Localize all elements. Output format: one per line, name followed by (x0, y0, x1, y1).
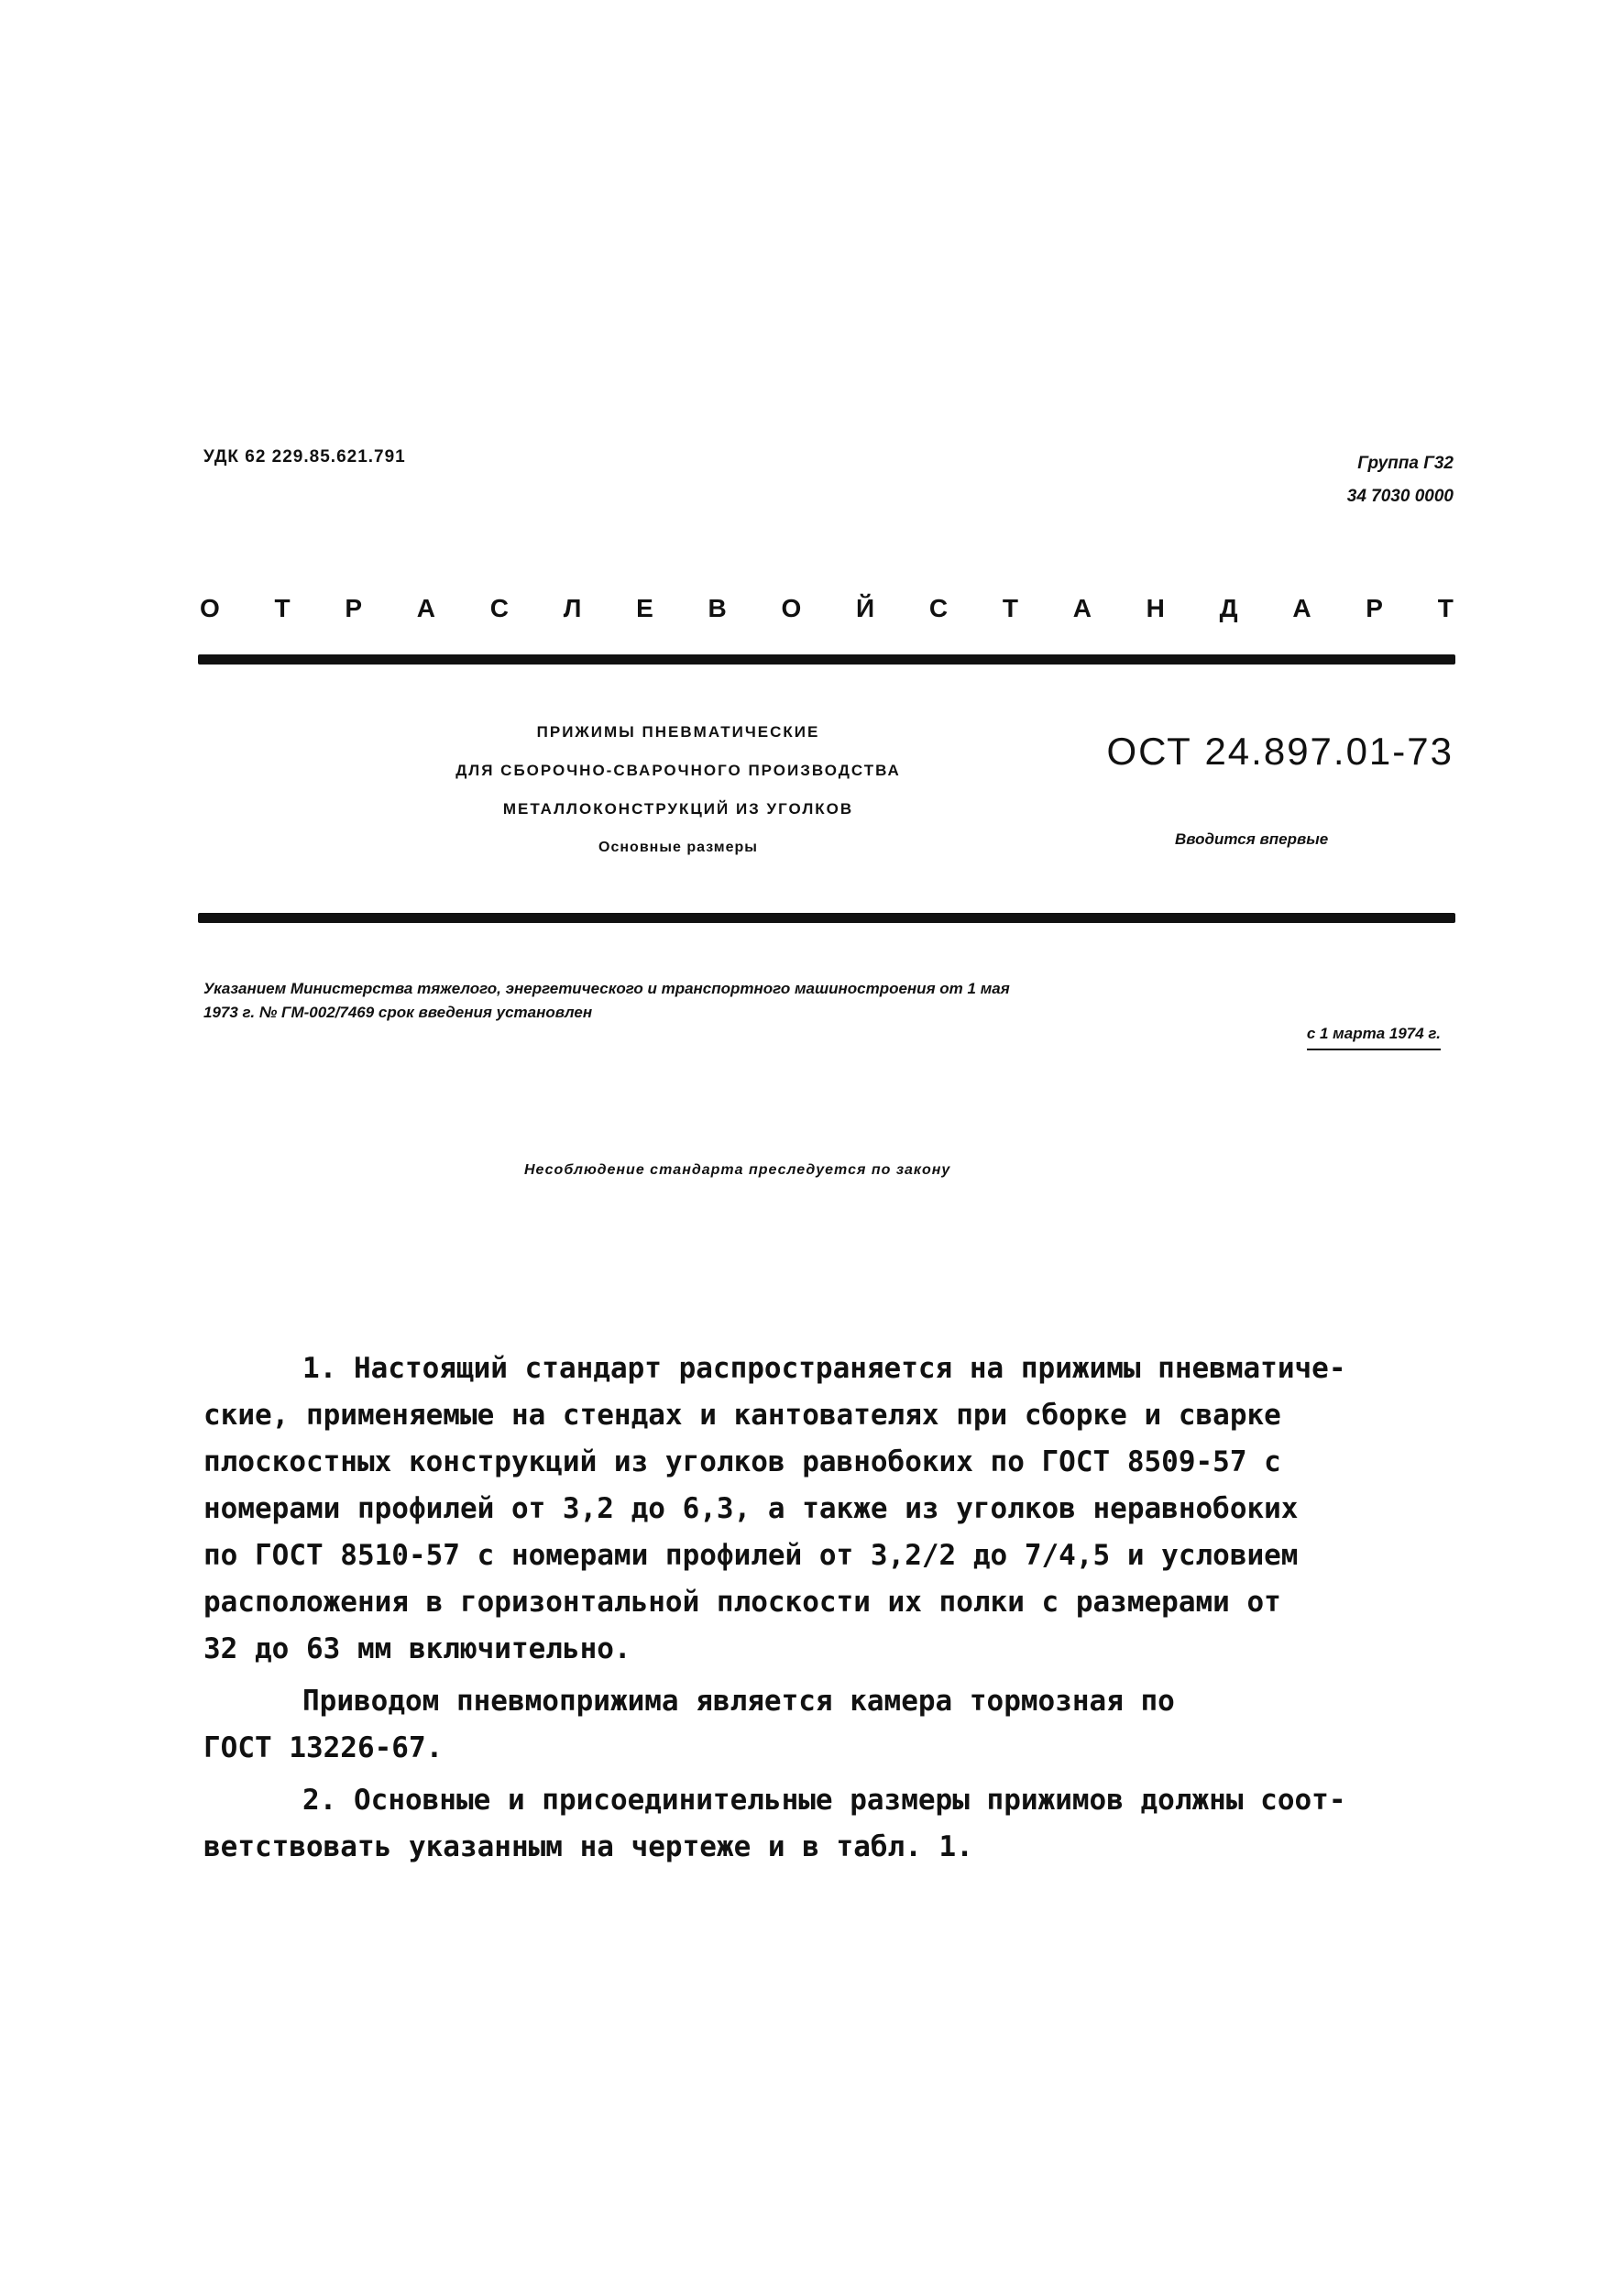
decree-line: Указанием Министерства тяжелого, энергетического и транспортного машиностроения от 1 мая (203, 980, 1010, 997)
title-line: ПРИЖИМЫ ПНЕВМАТИЧЕСКИЕ (536, 723, 820, 741)
banner-letter: Т (1002, 594, 1018, 622)
banner-letter: С (489, 594, 509, 622)
banner-letter: Д (1219, 594, 1238, 622)
text-line: расположения в горизонтальной плоскости их полки с размерами от (203, 1586, 1281, 1619)
reprint-warning: Несоблюдение стандарта преследуется по закону (524, 1162, 951, 1178)
text-line: ГОСТ 13226-67. (203, 1731, 444, 1764)
text-line: 1. Настоящий стандарт распространяется на прижимы пневматиче- (302, 1352, 1346, 1385)
banner-letter: С (928, 594, 949, 622)
banner-letter: Т (1437, 594, 1454, 622)
classification-code: 34 7030 0000 (1346, 487, 1454, 506)
group-code-block (1347, 447, 1454, 513)
decree-text (203, 977, 1413, 1025)
standard-title (348, 713, 1008, 862)
effective-date: с 1 марта 1974 г. (1307, 1025, 1441, 1050)
group-label: Группа Г32 (1357, 454, 1454, 473)
banner-letter: Н (1146, 594, 1165, 622)
banner-letter: А (1072, 594, 1092, 622)
udk-code: УДК 62 229.85.621.791 (203, 447, 406, 467)
banner-letter: А (1292, 594, 1311, 622)
banner-letter: Р (345, 594, 363, 622)
text-line: по ГОСТ 8510-57 с номерами профилей от 3,2/2 до 7/4,5 и условием (203, 1539, 1299, 1572)
text-line: Приводом пневмоприжима является камера тормозная по (302, 1685, 1175, 1718)
paragraph-3 (203, 1777, 1443, 1871)
bottom-divider (198, 913, 1455, 923)
paragraph-2 (203, 1678, 1443, 1772)
banner-letter: Й (856, 594, 875, 622)
decree-line: 1973 г. № ГМ-002/7469 срок введения установлен (203, 1004, 593, 1021)
title-line: МЕТАЛЛОКОНСТРУКЦИЙ ИЗ УГОЛКОВ (502, 800, 854, 818)
banner-letter: Р (1366, 594, 1383, 622)
text-line: 32 до 63 мм включительно. (203, 1632, 631, 1665)
text-line: номерами профилей от 3,2 до 6,3, а также из уголков неравнобоких (203, 1492, 1299, 1525)
title-line: ДЛЯ СБОРОЧНО-СВАРОЧНОГО ПРОИЗВОДСТВА (455, 762, 901, 779)
banner-letter: Т (274, 594, 291, 622)
text-line: плоскостных конструкций из уголков равнобоких по ГОСТ 8509-57 с (203, 1445, 1281, 1478)
standard-type-banner (200, 594, 1454, 623)
standard-number: ОСТ 24.897.01-73 (1106, 730, 1454, 773)
banner-letter: О (781, 594, 802, 622)
banner-letter: В (708, 594, 727, 622)
text-line: ские, применяемые на стендах и кантователях при сборке и сварке (203, 1399, 1281, 1432)
banner-letter: Л (563, 594, 582, 622)
banner-letter: А (416, 594, 436, 622)
paragraph-1 (203, 1346, 1443, 1673)
text-line: ветствовать указанным на чертеже и в табл. 1. (203, 1830, 973, 1863)
banner-letter: Е (636, 594, 653, 622)
title-subtitle: Основные размеры (598, 840, 758, 855)
banner-letter: О (200, 594, 220, 622)
top-divider (198, 654, 1455, 665)
introduction-note: Вводится впервые (1175, 830, 1329, 848)
text-line: 2. Основные и присоединительные размеры прижимов должны соот- (302, 1784, 1346, 1817)
body-text (203, 1346, 1443, 1871)
